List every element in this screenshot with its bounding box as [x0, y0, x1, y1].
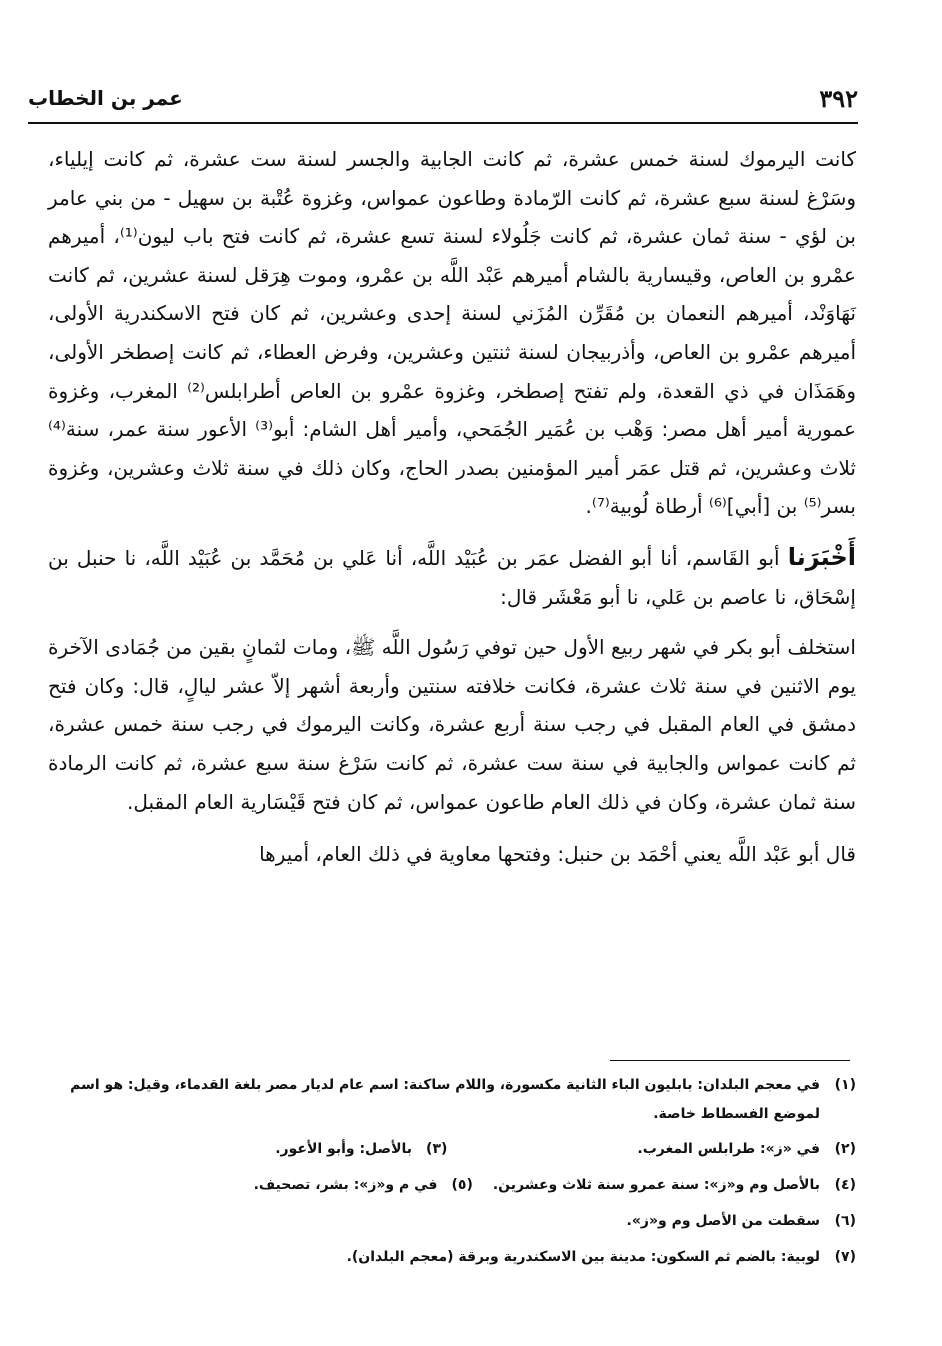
- paragraph-2: [48, 538, 856, 616]
- footnote-number: (٢): [834, 1141, 856, 1157]
- footnote-text: في م و«ز»: بشر، تصحيف.: [253, 1177, 438, 1193]
- paragraph-1: [48, 140, 856, 526]
- footnote-row-4-5: [48, 1170, 856, 1200]
- footnote-number: (١): [834, 1077, 856, 1093]
- footnote-number: (٦): [834, 1213, 856, 1229]
- running-title: عمر بن الخطاب: [28, 86, 183, 110]
- footnotes: [48, 1070, 856, 1272]
- footnote-number: (٣): [426, 1141, 448, 1157]
- paragraph-3: [48, 628, 856, 821]
- footnote-4: [493, 1170, 856, 1200]
- footnote-text: سقطت من الأصل وم و«ز».: [626, 1213, 820, 1229]
- footnote-text: في «ز»: طرابلس المغرب.: [637, 1141, 820, 1157]
- main-text: [48, 140, 856, 874]
- footnote-row-2-3: [48, 1134, 856, 1164]
- footnote-text: بالأصل: وأبو الأعور.: [275, 1141, 413, 1157]
- footnote-number: (٥): [451, 1177, 473, 1193]
- paragraph-3-text: استخلف أبو بكر في شهر ربيع الأول حين توفي رَسُول اللَّه ﷺ، ومات لثمانٍ بقين من جُمَادى الآخرة يوم الاثنين في سنة ثلاث عشرة، فكانت خلافته سنتين وأربعة أشهر إلاّ عشر ليالٍ، قال: وكان فتح دمشق في العام المقبل في رجب سنة أربع عشرة، وكانت اليرموك في رجب سنة خمس عشرة، ثم كانت عمواس والجابية في سنة ست عشرة، ثم كانت سَرْغ سنة سبع عشرة، ثم كانت الرمادة سنة ثمان عشرة، وكان في ذلك العام طاعون عمواس، ثم كان فتح قَيْسَارية العام المقبل.: [48, 635, 856, 814]
- footnote-number: (٤): [834, 1177, 856, 1193]
- footnote-7: [48, 1242, 856, 1272]
- footnote-number: (٧): [834, 1249, 856, 1265]
- paragraph-1-text: كانت اليرموك لسنة خمس عشرة، ثم كانت الجابية والجسر لسنة ست عشرة، ثم كانت إيلياء، وسَرْغ لسنة سبع عشرة، ثم كانت الرّمادة وطاعون عمواس، وغزوة عُتْبة بن سهيل - من بني عامر بن لؤي - سنة ثمان عشرة، ثم كانت جَلُولاء لسنة تسع عشرة، ثم كانت فتح باب ليون⁽¹⁾، أميرهم عمْرو بن العاص، وقيسارية بالشام أميرهم عَبْد اللَّه بن عمْرو، وموت هِرَقل لسنة عشرين، ثم كانت نَهَاوَنْد، أميرهم النعمان بن مُقَرِّن المُزَني لسنة إحدى وعشرين، ثم كان فتح الاسكندرية الأولى، أميرهم عمْرو بن العاص، وأذربيجان لسنة ثنتين وعشرين، وفرض العطاء، ثم كانت إصطخر الأولى، وهَمَذَان في ذي القعدة، ولم تفتح إصطخر، وغزوة عمْرو بن العاص أطرابلس⁽²⁾ المغرب، وغزوة عمورية أمير أهل مصر: وَهْب بن عُمَير الجُمَحي، وأمير أهل الشام: أبو⁽³⁾ الأعور سنة عمر، سنة⁽⁴⁾ ثلاث وعشرين، ثم قتل عمَر أمير المؤمنين بصدر الحاج، وكان ذلك في سنة ثلاث وعشرين، وغزوة بسر⁽⁵⁾ بن [أبي]⁽⁶⁾ أرطاة لُوبية⁽⁷⁾.: [48, 147, 857, 519]
- paragraph-4: [48, 835, 856, 874]
- footnote-2: [637, 1134, 856, 1164]
- paragraph-2-text: أبو القَاسم، أنا أبو الفضل عمَر بن عُبَيْد اللَّه، أنا عَلي بن مُحَمَّد بن عُبَيْد اللَّه، نا حنبل بن إسْحَاق، نا عاصم بن عَلي، نا أبو مَعْشَر قال:: [48, 545, 856, 609]
- footnote-1-continuation: لموضع الفسطاط خاصة.: [653, 1106, 820, 1122]
- footnote-text: لوبية: بالضم ثم السكون: مدينة بين الاسكندرية وبرقة (معجم البلدان).: [346, 1249, 820, 1265]
- footnote-1: [48, 1070, 856, 1100]
- footnote-separator: [610, 1060, 850, 1061]
- footnote-3: [275, 1134, 447, 1164]
- footnote-6: [48, 1206, 856, 1236]
- isnad-lead-word: أَخْبَرَنا: [787, 542, 856, 571]
- footnote-5: [254, 1170, 473, 1200]
- footnote-text: بالأصل وم و«ز»: سنة عمرو سنة ثلاث وعشرين.: [492, 1177, 820, 1193]
- page-number: ٣٩٢: [819, 84, 858, 113]
- paragraph-4-text: قال أبو عَبْد اللَّه يعني أحْمَد بن حنبل: وفتحها معاوية في ذلك العام، أميرها: [259, 842, 856, 867]
- page-header: [28, 82, 858, 124]
- footnote-text: في معجم البلدان: بابليون الباء الثانية مكسورة، واللام ساكنة: اسم عام لديار مصر بلغة القدماء، وقيل: هو اسم: [70, 1077, 820, 1093]
